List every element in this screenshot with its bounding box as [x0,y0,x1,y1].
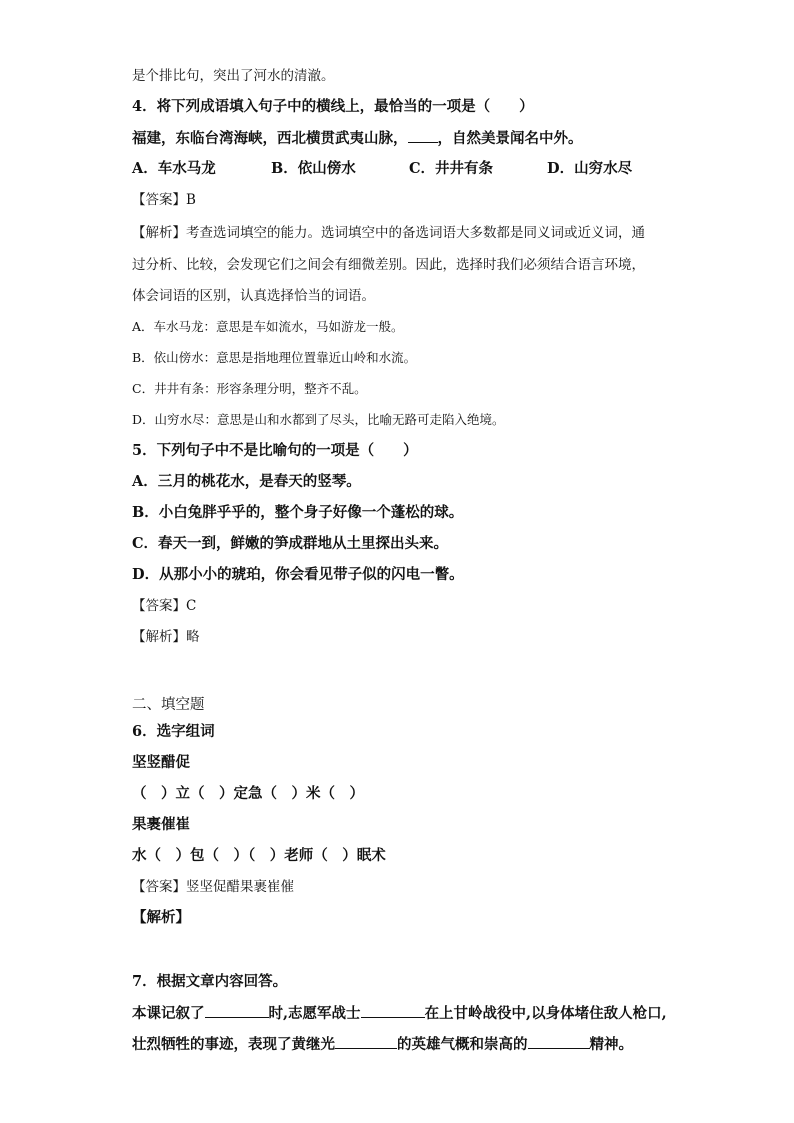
question-7-line-1 [132,1003,667,1024]
explanation-option-a: A．车水马龙：意思是车如流水，马如游龙一般。 [132,319,404,334]
option-a: A．三月的桃花水，是春天的竖琴。 [132,473,361,490]
character-group-2: 果裹催崔 [132,816,190,833]
answer-blank [361,1003,425,1018]
answer-line: 【答案】C [132,598,197,614]
answer-blank [335,1034,397,1049]
question-7-text: 在上甘岭战役中,以身体堵住敌人枪口, [424,1005,667,1022]
question-6-title: 6．选字组词 [132,723,215,740]
question-7-text: 时,志愿军战士 [268,1005,361,1022]
question-7-text: 精神。 [589,1036,633,1053]
option-b: B．小白兔胖乎乎的，整个身子好像一个蓬松的球。 [132,504,464,521]
answer-line: 【答案】竖坚促醋果裹崔催 [132,879,294,895]
question-4-stem [132,128,583,149]
section-heading: 二、填空题 [132,697,205,713]
option-b: B．依山傍水 [271,160,356,177]
explanation-option-c: C．井井有条：形容条理分明，整齐不乱。 [132,381,367,396]
answer-blank [205,1003,269,1018]
character-group-1: 坚竖醋促 [132,754,190,771]
question-4-title: 4．将下列成语填入句子中的横线上，最恰当的一项是（ ） [132,98,534,115]
question-7-text: 壮烈牺牲的事迹，表现了黄继光 [132,1036,335,1053]
option-c: C．春天一到，鲜嫩的笋成群地从土里探出头来。 [132,535,449,552]
explanation-option-d: D．山穷水尽：意思是山和水都到了尽头，比喻无路可走陷入绝境。 [132,412,505,427]
prev-explanation-line: 是个排比句，突出了河水的清澈。 [132,68,335,84]
explanation-option-b: B．依山傍水：意思是指地理位置靠近山岭和水流。 [132,350,417,365]
answer-blank [408,128,438,143]
answer-line: 【答案】B [132,192,196,208]
question-7-text: 本课记叙了 [132,1005,205,1022]
question-5-title: 5．下列句子中不是比喻句的一项是（ ） [132,442,418,459]
explanation-line: 体会词语的区别，认真选择恰当的词语。 [132,288,375,304]
explanation-line: 【解析】 [132,909,190,926]
option-a: A．车水马龙 [132,160,216,177]
question-4-stem-part: ，自然美景闻名中外。 [437,130,583,147]
word-blanks-row-1: （ ）立（ ）定急（ ）米（ ） [132,785,364,802]
question-4-stem-part: 福建，东临台湾海峡，西北横贯武夷山脉， [132,130,408,147]
option-c: C．井井有条 [409,160,494,177]
question-7-title: 7．根据文章内容回答。 [132,973,288,990]
explanation-line: 【解析】略 [132,629,200,645]
option-d: D．从那小小的琥珀，你会看见带子似的闪电一瞥。 [132,566,464,583]
word-blanks-row-2: 水（ ）包（ ）（ ）老师（ ）眠术 [132,847,386,864]
question-7-text: 的英雄气概和崇高的 [397,1036,528,1053]
explanation-line: 过分析、比较，会发现它们之间会有细微差别。因此，选择时我们必须结合语言环境， [132,257,645,273]
option-d: D．山穷水尽 [547,160,633,177]
question-7-line-2 [132,1034,633,1055]
answer-blank [528,1034,590,1049]
explanation-line: 【解析】考查选词填空的能力。选词填空中的备选词语大多数都是同义词或近义词，通 [132,225,645,241]
